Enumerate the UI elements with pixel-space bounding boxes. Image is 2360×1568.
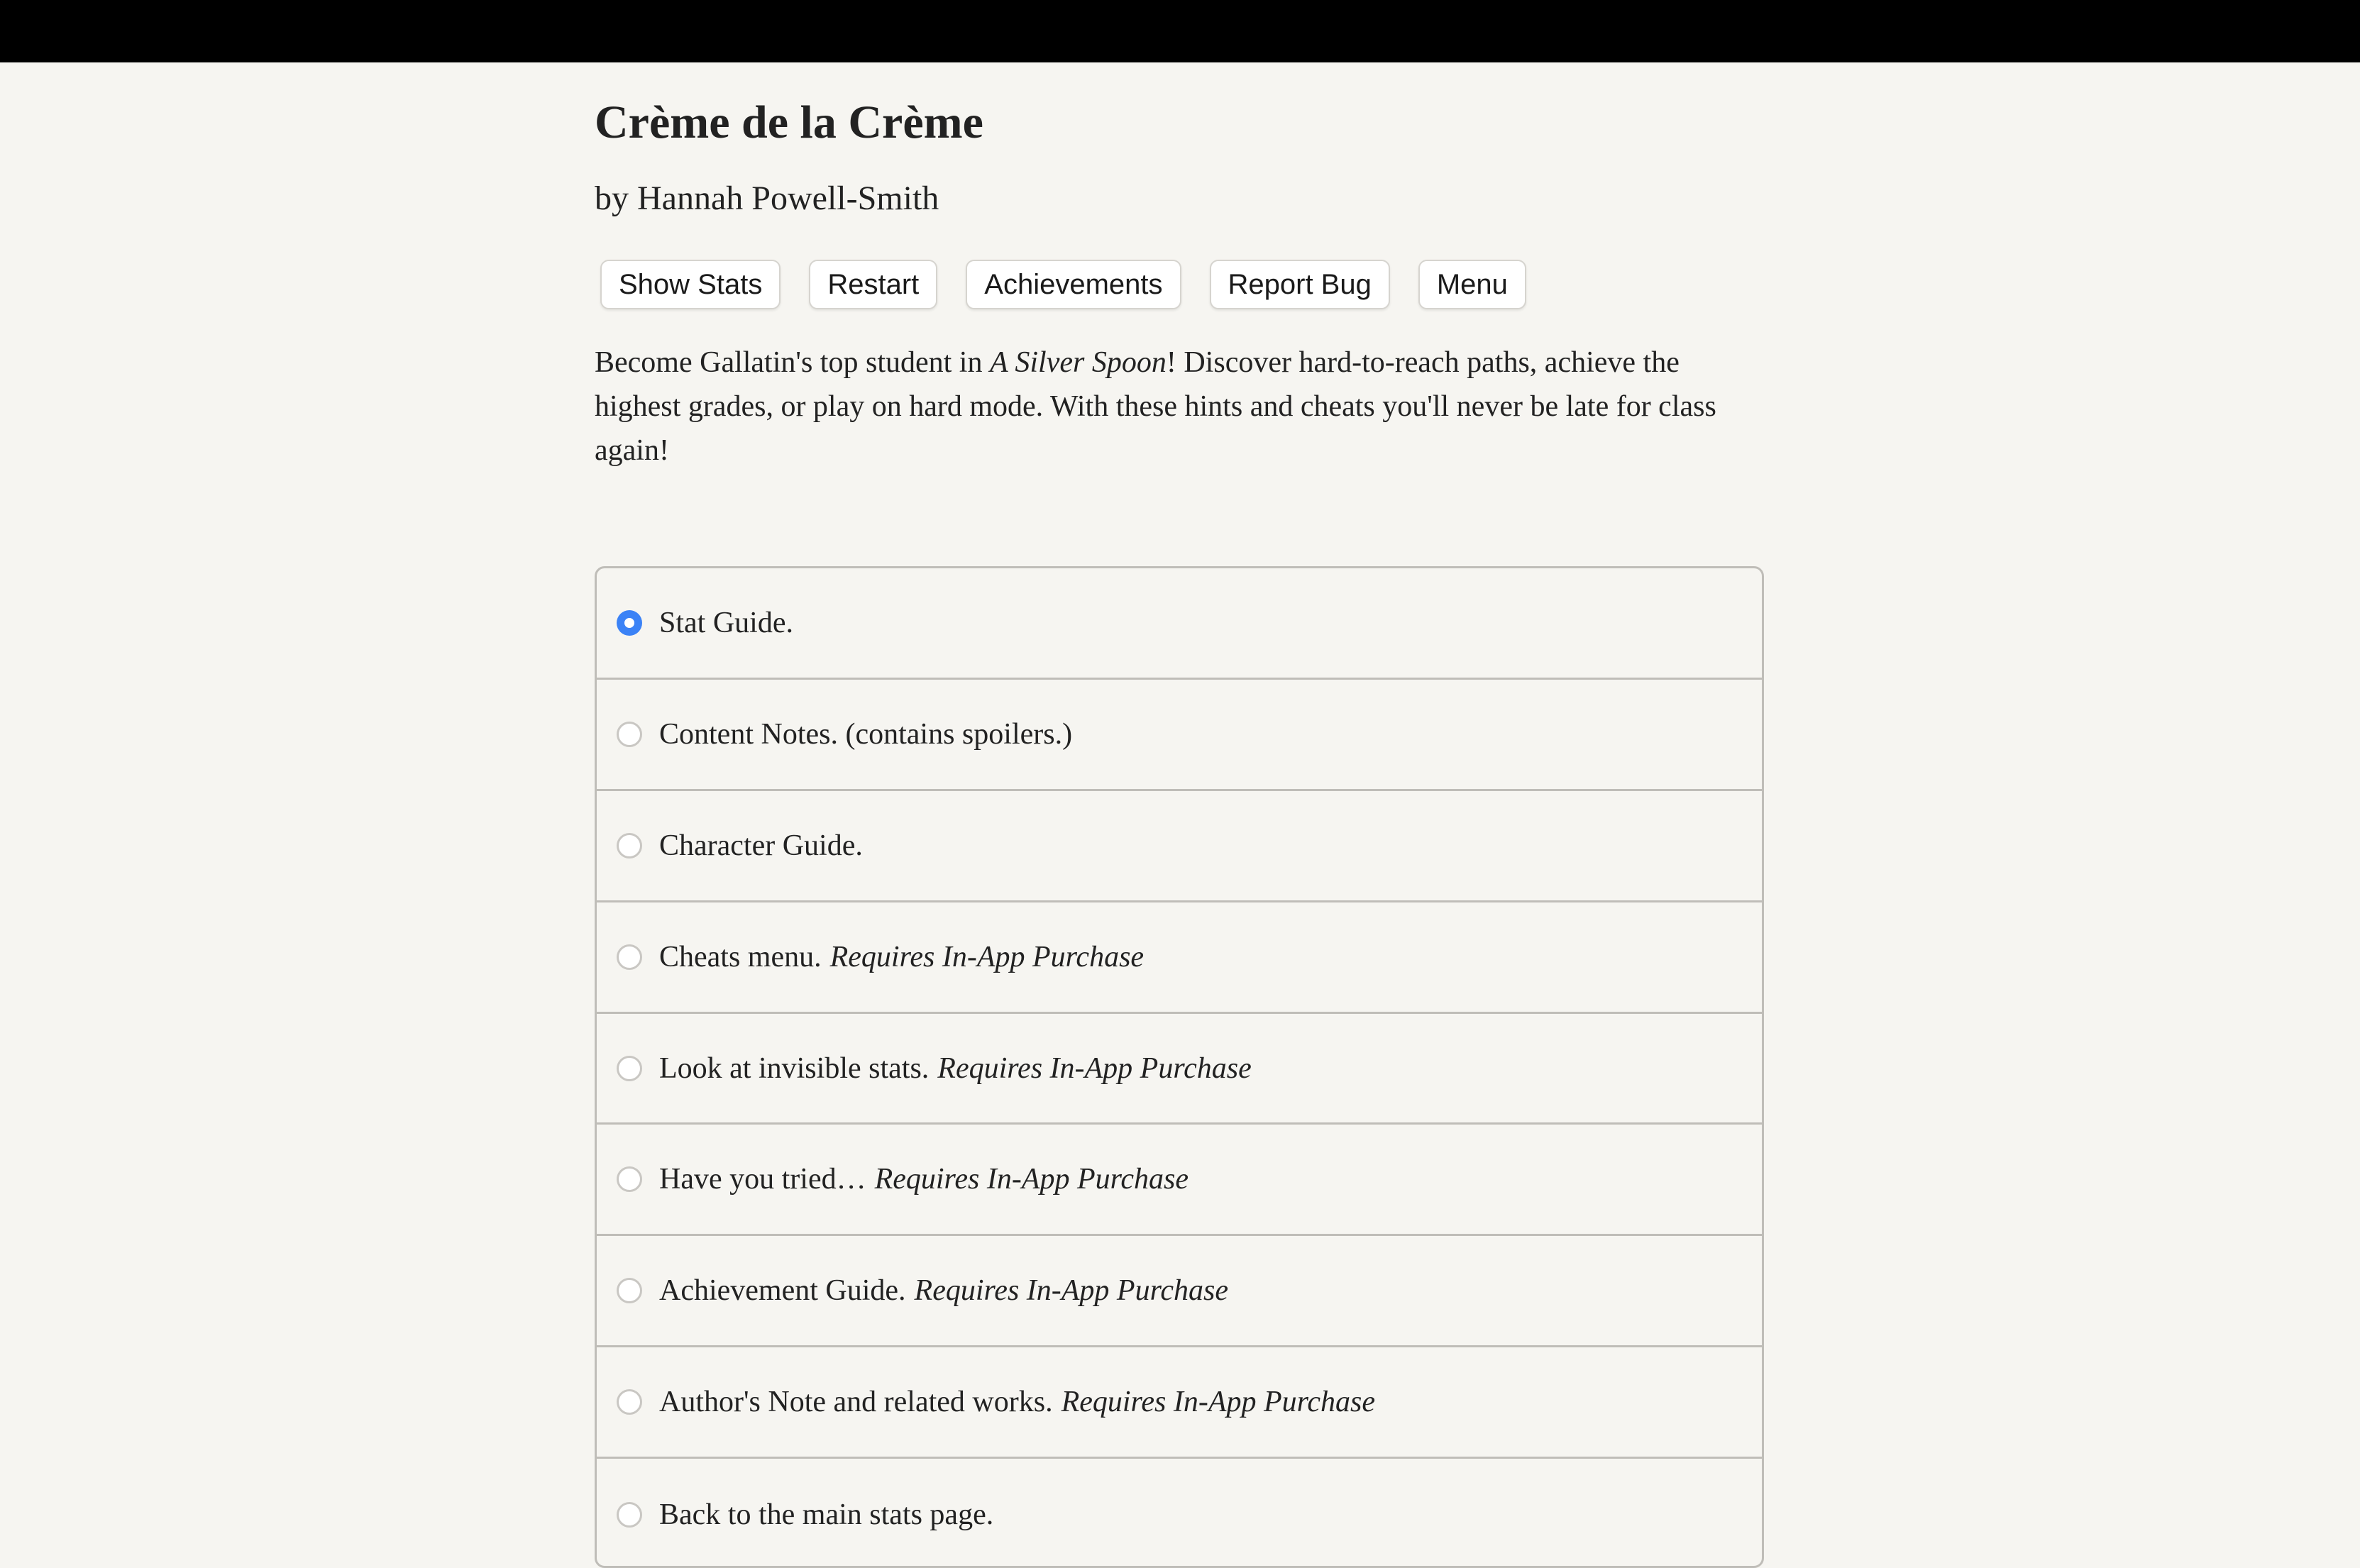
radio-unselected-icon[interactable] xyxy=(617,1389,642,1415)
purchase-required-note: Requires In-App Purchase xyxy=(937,1051,1252,1085)
window-top-bar xyxy=(0,0,2360,62)
radio-unselected-icon[interactable] xyxy=(617,1166,642,1192)
purchase-required-note: Requires In-App Purchase xyxy=(1061,1386,1376,1419)
game-title: Crème de la Crème xyxy=(595,96,983,148)
radio-unselected-icon[interactable] xyxy=(617,1278,642,1303)
purchase-required-note: Requires In-App Purchase xyxy=(914,1274,1228,1308)
intro-text-part2: ! Discover hard-to-reach paths, achieve the highest grades, or play on hard mode. With these hints and cheats you'll never be late for class again! xyxy=(595,346,1716,467)
menu-button[interactable]: Menu xyxy=(1418,260,1526,309)
choice-label: Have you tried… xyxy=(659,1163,866,1196)
choice-label: Stat Guide. xyxy=(659,606,793,639)
radio-unselected-icon[interactable] xyxy=(617,1056,642,1081)
choice-label: Back to the main stats page. xyxy=(659,1498,994,1531)
choice-label: Character Guide. xyxy=(659,829,863,862)
choice-back-to-stats[interactable] xyxy=(597,1459,1762,1568)
choice-label: Author's Note and related works. xyxy=(659,1386,1053,1419)
radio-unselected-icon[interactable] xyxy=(617,944,642,970)
choice-character-guide[interactable] xyxy=(597,791,1762,902)
choice-authors-note[interactable] xyxy=(597,1347,1762,1459)
purchase-required-note: Requires In-App Purchase xyxy=(874,1163,1189,1196)
choice-label: Cheats menu. xyxy=(659,940,822,973)
intro-book-title: A Silver Spoon xyxy=(989,346,1167,379)
radio-unselected-icon[interactable] xyxy=(617,1502,642,1528)
choice-label: Content Notes. (contains spoilers.) xyxy=(659,717,1073,751)
choice-have-you-tried[interactable] xyxy=(597,1125,1762,1236)
choice-stat-guide[interactable] xyxy=(597,568,1762,680)
purchase-required-note: Requires In-App Purchase xyxy=(829,940,1145,973)
choice-content-notes[interactable] xyxy=(597,680,1762,791)
radio-unselected-icon[interactable] xyxy=(617,722,642,747)
achievements-button[interactable]: Achievements xyxy=(966,260,1181,309)
choice-label: Achievement Guide. xyxy=(659,1274,906,1308)
choice-list xyxy=(595,566,1764,1568)
game-author: by Hannah Powell-Smith xyxy=(595,180,939,217)
report-bug-button[interactable]: Report Bug xyxy=(1210,260,1390,309)
intro-text-part1: Become Gallatin's top student in xyxy=(595,346,990,379)
game-toolbar xyxy=(600,260,1526,311)
choice-label: Look at invisible stats. xyxy=(659,1051,930,1085)
show-stats-button[interactable]: Show Stats xyxy=(600,260,781,309)
choice-achievement-guide[interactable] xyxy=(597,1236,1762,1347)
restart-button[interactable]: Restart xyxy=(809,260,937,309)
radio-unselected-icon[interactable] xyxy=(617,833,642,858)
intro-text xyxy=(595,341,1758,473)
choice-invisible-stats[interactable] xyxy=(597,1014,1762,1125)
choice-cheats-menu[interactable] xyxy=(597,902,1762,1014)
radio-selected-icon[interactable] xyxy=(617,610,642,636)
